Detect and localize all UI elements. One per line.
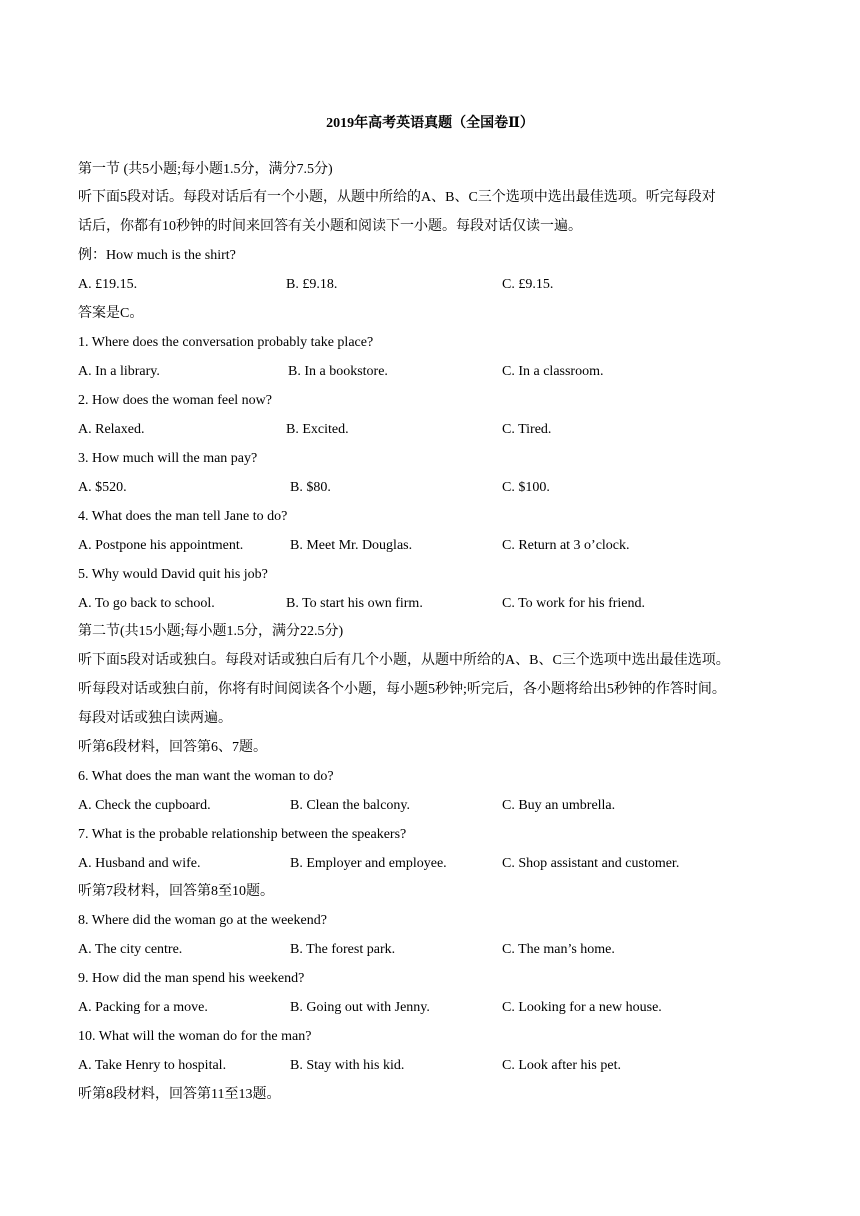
section1-instructions-line1: 听下面5段对话。每段对话后有一个小题，从题中所给的A、B、C三个选项中选出最佳选项。听完每段对 [78,190,716,205]
option-c: C. Shop assistant and customer. [502,856,680,871]
question-text: 4. What does the man tell Jane to do? [78,509,288,524]
option-c: C. $100. [502,480,550,495]
option-c: C. Buy an umbrella. [502,798,616,813]
question-text: 10. What will the woman do for the man? [78,1029,312,1044]
document-title: 2019年高考英语真题（全国卷Ⅱ） [326,116,534,131]
material-7-heading: 听第7段材料，回答第8至10题。 [78,884,274,899]
section2-heading: 第二节(共15小题;每小题1.5分，满分22.5分) [78,624,344,639]
option-c: C. To work for his friend. [502,596,646,611]
question-text: 7. What is the probable relationship between the speakers? [78,827,407,842]
option-b: B. To start his own firm. [286,596,423,611]
example-option-b: B. £9.18. [286,277,338,292]
section2-instructions-line3: 每段对话或独白读两遍。 [78,711,232,726]
option-a: A. Packing for a move. [78,1000,208,1015]
option-c: C. The man’s home. [502,942,615,957]
option-a: A. Take Henry to hospital. [78,1058,227,1073]
option-a: A. Husband and wife. [78,856,201,871]
option-c: C. In a classroom. [502,364,604,379]
option-a: A. To go back to school. [78,596,215,611]
option-a: A. Postpone his appointment. [78,538,244,553]
option-b: B. In a bookstore. [288,364,388,379]
option-c: C. Tired. [502,422,552,437]
question-text: 3. How much will the man pay? [78,451,258,466]
option-b: B. Meet Mr. Douglas. [290,538,413,553]
section1-instructions-line2: 话后，你都有10秒钟的时间来回答有关小题和阅读下一小题。每段对话仅读一遍。 [78,219,582,234]
option-a: A. In a library. [78,364,160,379]
question-text: 6. What does the man want the woman to do? [78,769,334,784]
option-b: B. Going out with Jenny. [290,1000,430,1015]
example-option-c: C. £9.15. [502,277,554,292]
question-text: 2. How does the woman feel now? [78,393,273,408]
example-answer: 答案是C。 [78,306,144,321]
option-a: A. $520. [78,480,127,495]
option-a: A. Check the cupboard. [78,798,211,813]
question-text: 8. Where did the woman go at the weekend? [78,913,327,928]
option-b: B. Clean the balcony. [290,798,411,813]
option-a: A. The city centre. [78,942,183,957]
option-b: B. $80. [290,480,331,495]
question-text: 5. Why would David quit his job? [78,567,268,582]
option-b: B. Stay with his kid. [290,1058,405,1073]
option-c: C. Return at 3 o’clock. [502,538,630,553]
option-b: B. Employer and employee. [290,856,447,871]
section1-heading: 第一节 (共5小题;每小题1.5分，满分7.5分) [78,162,333,177]
section2-instructions-line2: 听每段对话或独白前，你将有时间阅读各个小题，每小题5秒钟;听完后，各小题将给出5秒钟的作答时间。 [78,682,726,697]
option-c: C. Looking for a new house. [502,1000,662,1015]
option-c: C. Look after his pet. [502,1058,621,1073]
example-question: 例：How much is the shirt? [78,248,236,263]
option-b: B. The forest park. [290,942,396,957]
section2-instructions-line1: 听下面5段对话或独白。每段对话或独白后有几个小题，从题中所给的A、B、C三个选项中选出最佳选项。 [78,653,730,668]
material-8-heading: 听第8段材料，回答第11至13题。 [78,1087,281,1102]
material-6-heading: 听第6段材料，回答第6、7题。 [78,740,267,755]
option-a: A. Relaxed. [78,422,145,437]
example-option-a: A. £19.15. [78,277,138,292]
question-text: 9. How did the man spend his weekend? [78,971,305,986]
option-b: B. Excited. [286,422,349,437]
question-text: 1. Where does the conversation probably take place? [78,335,374,350]
